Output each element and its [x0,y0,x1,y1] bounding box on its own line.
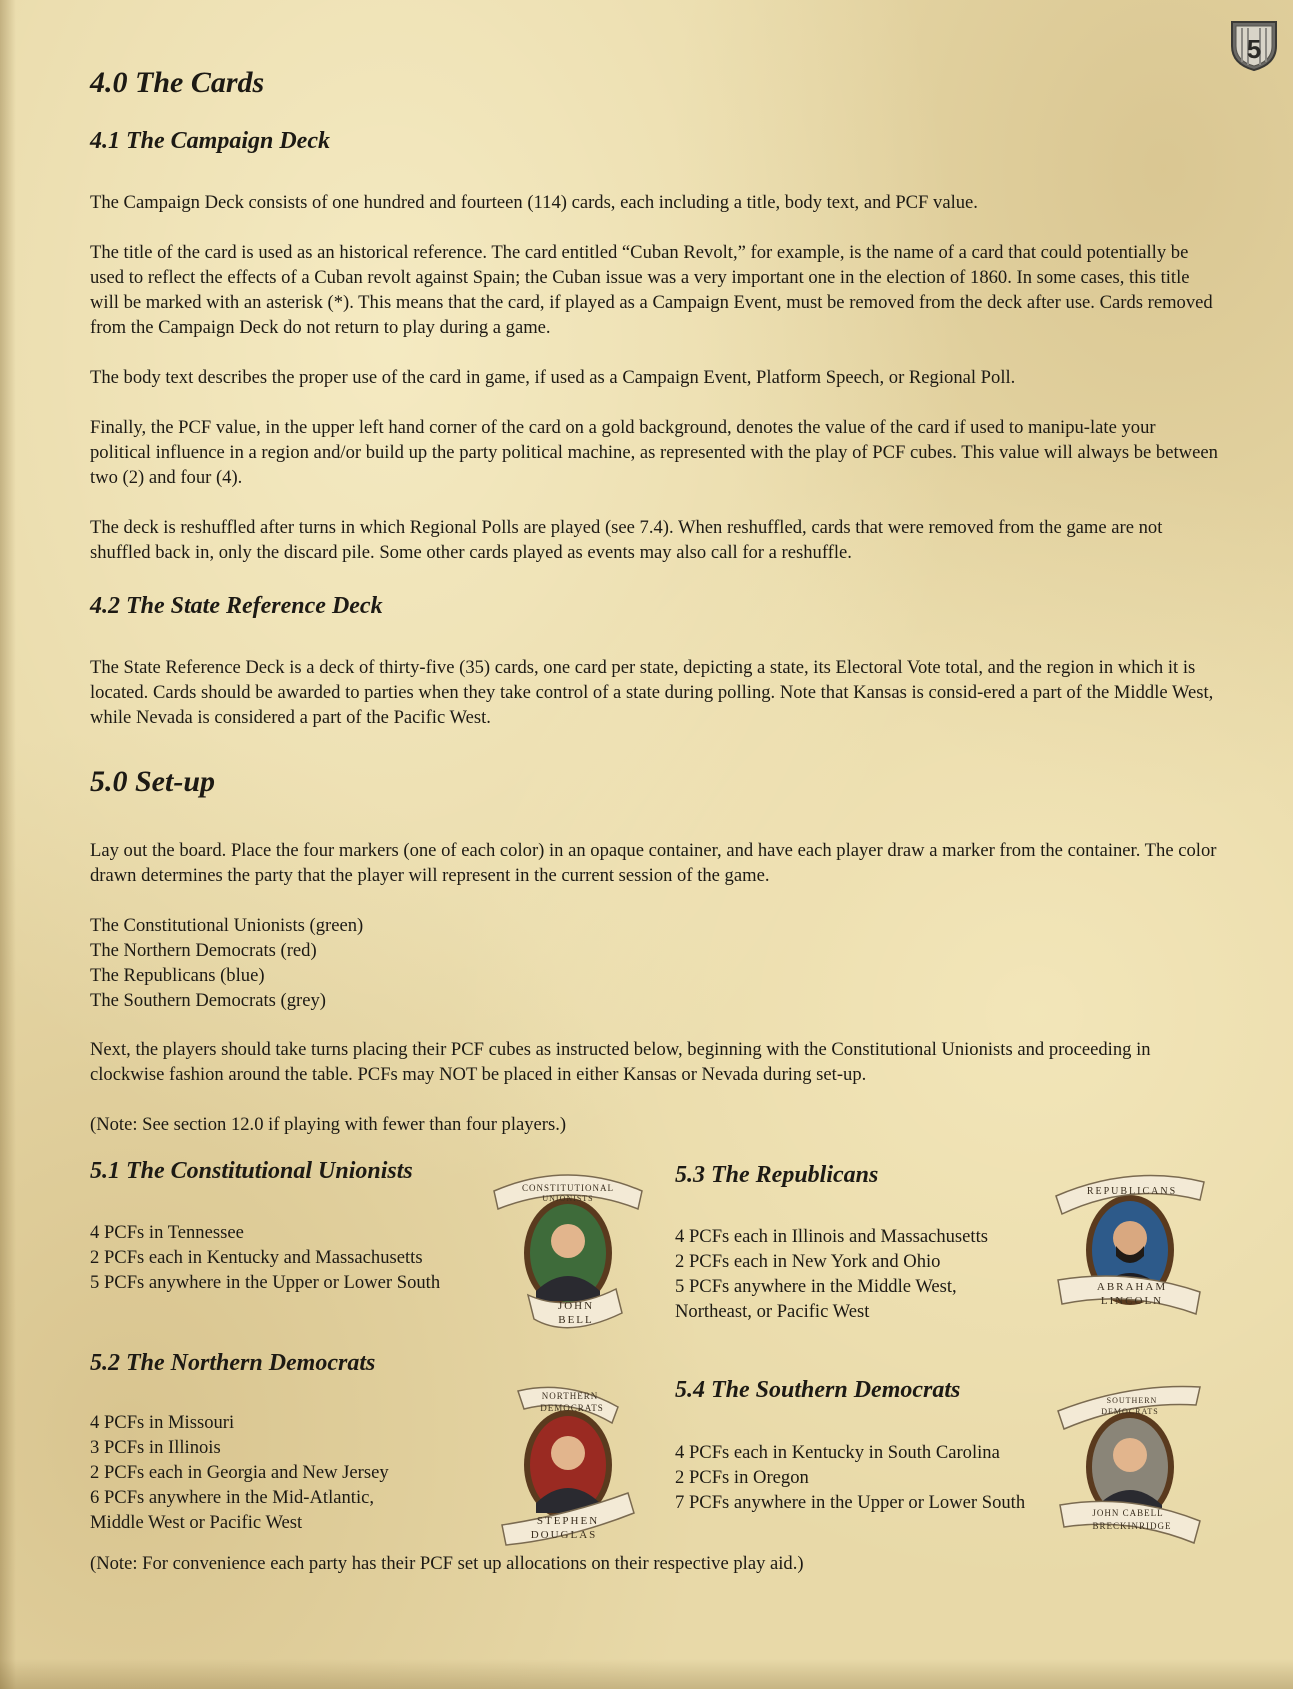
stephen-douglas-portrait [488,1375,648,1550]
setup-line: 2 PCFs in Oregon [675,1467,809,1488]
party-list-item: The Northern Democrats (red) [90,940,317,961]
svg-text:JOHN CABELL: JOHN CABELL [1092,1508,1164,1518]
setup-line: Middle West or Pacific West [90,1512,303,1533]
heading-4-2: 4.2 The State Reference Deck [90,593,383,619]
heading-4-1: 4.1 The Campaign Deck [90,128,330,154]
svg-text:BRECKINRIDGE: BRECKINRIDGE [1092,1521,1172,1531]
page-number-badge [1226,16,1282,72]
page-number: 5 [1246,34,1262,64]
setup-line: 4 PCFs in Missouri [90,1412,235,1433]
svg-text:JOHN: JOHN [557,1300,595,1312]
setup-line: 2 PCFs each in New York and Ohio [675,1251,941,1272]
setup-line: 2 PCFs each in Georgia and New Jersey [90,1462,389,1483]
paragraph-5-0-intro: Lay out the board. Place the four markers (one of each color) in an opaque container, and have each player draw a marker from the container. The color drawn determines the party that the player will represent in the current session of the game. [90,840,1217,886]
paragraph-5-0-placement: Next, the players should take turns placing their PCF cubes as instructed below, beginning with the Constitutional Unionists and proceeding in clockwise fashion around the table. PCFs may NOT be placed in either Kansas or Nevada during set-up. [90,1039,1151,1085]
paragraph-4-1-reshuffle: The deck is reshuffled after turns in which Regional Polls are played (see 7.4). When reshuffled, cards that were removed from the game are not shuffled back in, only the discard pile. Some other cards played as events may also call for a reshuffle. [90,517,1163,563]
setup-line: 5 PCFs anywhere in the Middle West, [675,1276,957,1297]
svg-text:NORTHERN: NORTHERN [541,1391,599,1401]
john-bell-portrait [488,1163,648,1338]
svg-text:CONSTITUTIONAL: CONSTITUTIONAL [522,1183,614,1193]
abraham-lincoln-portrait [1050,1160,1210,1335]
page-edge-shadow [0,0,16,1689]
paragraph-4-1-title: The title of the card is used as an historical reference. The card entitled “Cuban Revolt,” for example, is the name of a card that could potentially be used to reflect the effects of a Cuban revolt against Spain; the Cuban issue was a very important one in the election of 1860. In some cases, this title will be marked with an asterisk (*). This means that the card, if played as a Campaign Event, must be removed from the deck after use. Cards removed from the Campaign Deck do not return to play during a game. [90,242,1213,338]
party-list-item: The Constitutional Unionists (green) [90,915,364,936]
party-list-item: The Southern Democrats (grey) [90,990,326,1011]
paragraph-4-1-intro: The Campaign Deck consists of one hundred and fourteen (114) cards, each including a title, body text, and PCF value. [90,192,978,213]
svg-text:DEMOCRATS: DEMOCRATS [540,1403,604,1413]
svg-text:SOUTHERN: SOUTHERN [1106,1396,1158,1405]
setup-line: 2 PCFs each in Kentucky and Massachusetts [90,1247,423,1268]
heading-5-0: 5.0 Set-up [90,765,216,798]
svg-text:UNIONISTS: UNIONISTS [542,1194,594,1203]
setup-line: 4 PCFs each in Kentucky in South Carolina [675,1442,1000,1463]
svg-text:DOUGLAS: DOUGLAS [530,1529,598,1541]
setup-line: 6 PCFs anywhere in the Mid-Atlantic, [90,1487,375,1508]
svg-text:ABRAHAM: ABRAHAM [1096,1281,1168,1293]
setup-line: 5 PCFs anywhere in the Upper or Lower South [90,1272,441,1293]
setup-line: 7 PCFs anywhere in the Upper or Lower South [675,1492,1026,1513]
heading-5-3: 5.3 The Republicans [675,1162,879,1188]
svg-text:LINCOLN: LINCOLN [1100,1295,1164,1307]
heading-5-2: 5.2 The Northern Democrats [90,1350,376,1376]
paragraph-5-0-note: (Note: See section 12.0 if playing with fewer than four players.) [90,1114,567,1135]
setup-line: Northeast, or Pacific West [675,1301,870,1322]
svg-text:REPUBLICANS: REPUBLICANS [1086,1186,1178,1197]
svg-text:STEPHEN: STEPHEN [536,1515,600,1527]
svg-text:DEMOCRATS: DEMOCRATS [1101,1407,1159,1416]
page-edge-shadow-bottom [0,1659,1293,1689]
paragraph-4-2: The State Reference Deck is a deck of thirty-five (35) cards, one card per state, depicting a state, its Electoral Vote total, and the region in which it is located. Cards should be awarded to parties when they take control of a state during polling. Note that Kansas is consid-ered a part of the Middle West, while Nevada is considered a part of the Pacific West. [90,657,1214,728]
john-cabell-breckinridge-portrait [1050,1375,1210,1550]
heading-5-4: 5.4 The Southern Democrats [675,1377,961,1403]
setup-line: 3 PCFs in Illinois [90,1437,221,1458]
heading-5-1: 5.1 The Constitutional Unionists [90,1158,413,1184]
party-list-item: The Republicans (blue) [90,965,265,986]
setup-line: 4 PCFs each in Illinois and Massachusetts [675,1226,988,1247]
paragraph-4-1-body: The body text describes the proper use of the card in game, if used as a Campaign Event, Platform Speech, or Regional Poll. [90,367,1016,388]
heading-4-0: 4.0 The Cards [90,66,265,99]
paragraph-4-1-pcf: Finally, the PCF value, in the upper left hand corner of the card on a gold background, denotes the value of the card if used to manipu-late your political influence in a region and/or build up the party political machine, as represented with the play of PCF cubes. This value will always be between two (2) and four (4). [90,417,1218,488]
svg-text:BELL: BELL [558,1314,594,1326]
footer-note: (Note: For convenience each party has their PCF set up allocations on their respective play aid.) [90,1553,804,1574]
setup-line: 4 PCFs in Tennessee [90,1222,244,1243]
